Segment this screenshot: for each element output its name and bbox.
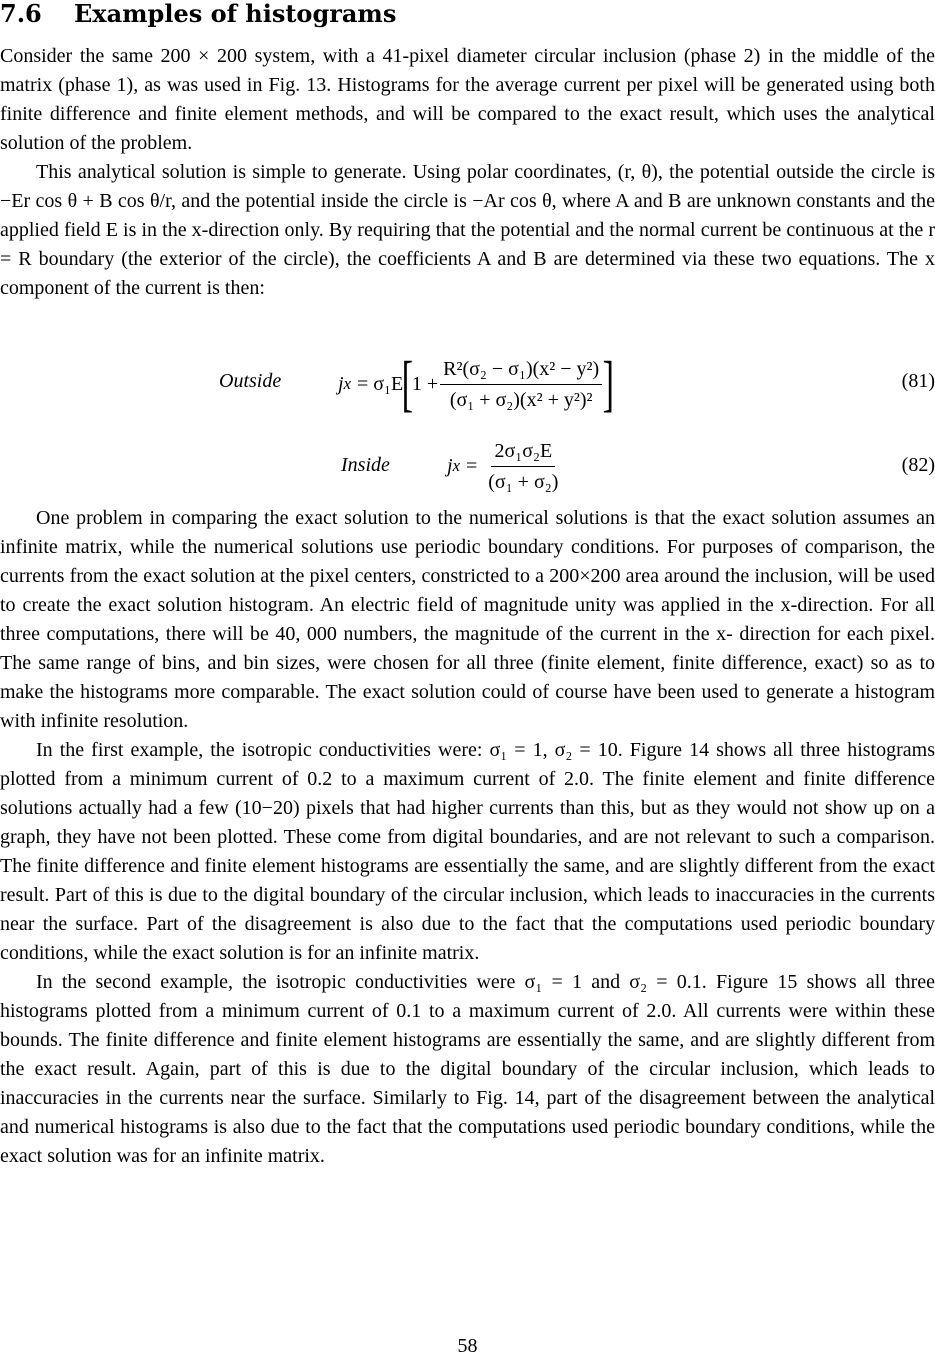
equation-82-denominator: (σ₁ + σ₂)	[488, 470, 559, 493]
equation-81-number: (81)	[901, 370, 935, 392]
intro-paragraphs	[0, 42, 935, 303]
equation-81-numerator: R²(σ₂ − σ₁)(x² − y²)	[440, 356, 602, 385]
section-title: Examples of histograms	[74, 0, 397, 28]
equation-81	[0, 346, 935, 422]
section-number: 7.6	[0, 0, 42, 28]
page-number: 58	[457, 1335, 478, 1357]
equation-82-number: (82)	[901, 454, 935, 476]
equation-81-body	[338, 346, 613, 422]
main-paragraphs	[0, 504, 935, 1171]
equation-82-numerator: 2σ₁σ₂E	[491, 438, 555, 467]
paragraph-system-description: Consider the same 200 × 200 system, with a 41-pixel diameter circular inclusion (phase 2) in the middle of the matrix (phase 1), as was used in Fig. 13. Histograms for the average current per pixel will be generated using both finite difference and finite element methods, and will be compared to the exact result, which uses the analytical solution of the problem.	[0, 45, 935, 154]
right-bracket: ]	[602, 350, 615, 418]
equation-82-equals: =	[465, 454, 478, 477]
left-bracket: [	[401, 350, 414, 418]
equation-82-lhs-subscript: x	[452, 456, 460, 475]
equation-82	[0, 435, 935, 497]
equation-81-lhs-subscript: x	[343, 374, 351, 393]
paragraph-second-example: In the second example, the isotropic conductivities were σ₁ = 1 and σ₂ = 0.1. Figure 15 shows all three histograms plotted from a minimum current of 0.1 to a maximum current of 2.0. All currents were within these bounds. The finite difference and finite element histograms are essentially the same, and are slightly different from the exact result. Again, part of this is due to the digital boundary of the circular inclusion, which leads to inaccuracies in the currents near the surface. Similarly to Fig. 14, part of the disagreement between the analytical and numerical histograms is also due to the fact that the computations used periodic boundary conditions, while the exact solution was for an infinite matrix.	[0, 971, 935, 1167]
section-heading	[0, 0, 396, 28]
equation-82-label: Inside	[341, 454, 390, 476]
paragraph-comparison-method: One problem in comparing the exact solution to the numerical solutions is that the exact solution assumes an infinite matrix, while the numerical solutions use periodic boundary conditions. For purposes of comparison, the currents from the exact solution at the pixel centers, constricted to a 200×200 area around the inclusion, will be used to create the exact solution histogram. An electric field of magnitude unity was applied in the x-direction. For all three computations, there will be 40, 000 numbers, the magnitude of the current in the x- direction for each pixel. The same range of bins, and bin sizes, were chosen for all three (finite element, finite difference, exact) so as to make the histograms more comparable. The exact solution could of course have been used to generate a histogram with infinite resolution.	[0, 507, 935, 732]
paragraph-first-example: In the first example, the isotropic conductivities were: σ₁ = 1, σ₂ = 10. Figure 14 shows all three histograms plotted from a minimum current of 0.2 to a maximum current of 2.0. The finite element and finite difference solutions actually had a few (10−20) pixels that had higher currents than this, but as they would not show up on a graph, they have not been plotted. These come from digital boundaries, and are not relevant to such a comparison. The finite difference and finite element histograms are essentially the same, and are slightly different from the exact result. Part of this is due to the digital boundary of the circular inclusion, which leads to inaccuracies in the currents near the surface. Part of the disagreement is also due to the fact that the computations used periodic boundary conditions, while the exact solution is for an infinite matrix.	[0, 739, 935, 964]
equation-81-one-plus: 1 +	[411, 372, 439, 395]
equation-82-body	[447, 435, 563, 497]
paragraph-analytical-solution: This analytical solution is simple to generate. Using polar coordinates, (r, θ), the potential outside the circle is −Er cos θ + B cos θ/r, and the potential inside the circle is −Ar cos θ, where A and B are unknown constants and the applied field E is in the x-direction only. By requiring that the potential and the normal current be continuous at the r = R boundary (the exterior of the circle), the coefficients A and B are determined via these two equations. The x component of the current is then:	[0, 161, 935, 299]
equation-82-fraction	[485, 438, 561, 495]
equation-81-prefix: = σ₁E	[356, 372, 404, 395]
equation-81-fraction	[440, 356, 602, 413]
equation-81-denominator: (σ₁ + σ₂)(x² + y²)²	[449, 388, 593, 411]
equation-82-lhs: j	[447, 454, 453, 477]
equation-81-label: Outside	[219, 370, 282, 392]
equation-81-lhs: j	[338, 372, 344, 395]
